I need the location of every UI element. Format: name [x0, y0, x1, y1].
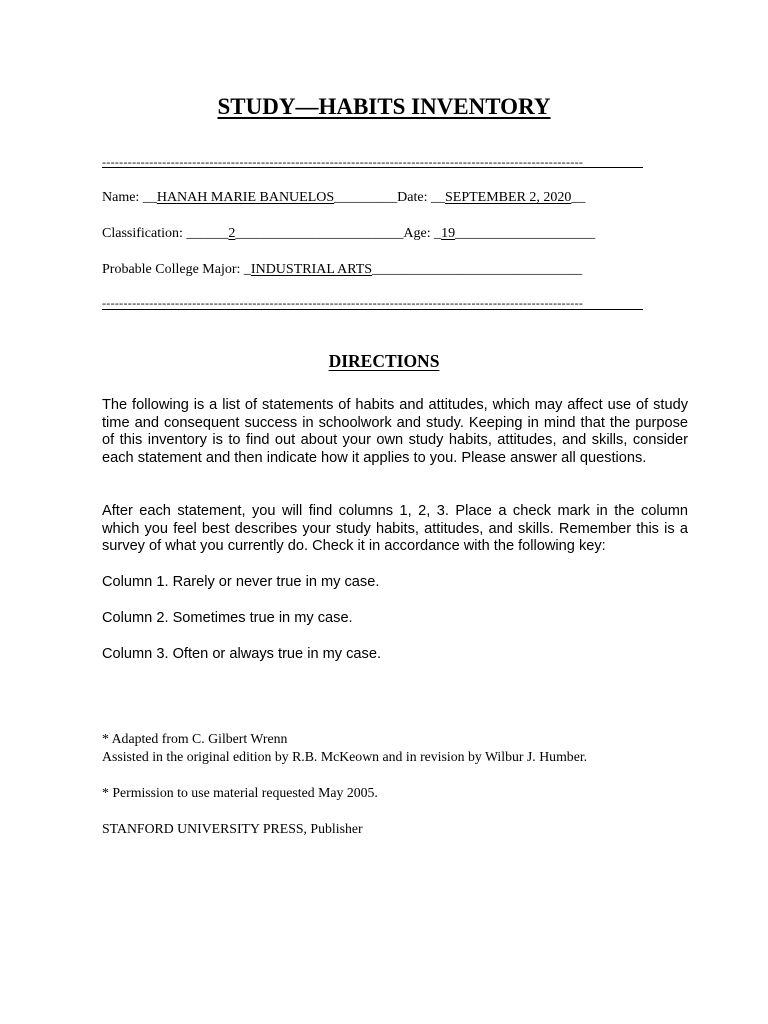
classification-blank-prefix: ______ [186, 226, 229, 241]
date-blank-prefix: __ [431, 190, 445, 205]
name-date-row [102, 189, 585, 207]
name-value: HANAH MARIE BANUELOS [156, 190, 335, 205]
page-title: STUDY—HABITS INVENTORY [217, 94, 551, 119]
age-blank-suffix: _ [455, 226, 463, 241]
footnote-publisher: STANFORD UNIVERSITY PRESS, Publisher [102, 821, 363, 836]
major-blank-prefix: _ [243, 262, 251, 277]
separator-line-bottom: ---------------------------------------------------------------------------------------------------------------- [102, 297, 584, 309]
major-value: INDUSTRIAL ARTS [250, 262, 373, 277]
separator-line-top: ---------------------------------------------------------------------------------------------------------------- [102, 156, 584, 168]
date-label: Date: [397, 190, 431, 205]
name-blank-suffix: _________ [334, 190, 398, 205]
age-value: 19 [441, 226, 456, 241]
separator-rule-top [102, 167, 643, 168]
name-label: Name: [102, 190, 143, 205]
footnote-adapted: * Adapted from C. Gilbert Wrenn [102, 731, 288, 746]
footnote-assisted: Assisted in the original edition by R.B. McKeown and in revision by Wilbur J. Humber. [102, 749, 588, 764]
classification-value: 2 [228, 226, 236, 241]
major-blank-suffix: ________________________ [372, 262, 541, 277]
age-blank-prefix: _ [434, 226, 442, 241]
classification-blank-suffix: ________________________ [235, 226, 404, 241]
classification-label: Classification: [102, 226, 187, 241]
key-column-1: Column 1. Rarely or never true in my case. [102, 574, 380, 590]
directions-heading: DIRECTIONS [328, 351, 440, 371]
major-label: Probable College Major: [102, 262, 244, 277]
major-blank-trailing: ______ [540, 262, 583, 277]
directions-paragraph-2: After each statement, you will find columns 1, 2, 3. Place a check mark in the column which you feel best describes your study habits, attitudes, and skills. Remember this is a survey of what you currently do. Check it in accordance with the following key: [102, 503, 688, 555]
key-column-3: Column 3. Often or always true in my case. [102, 646, 382, 662]
date-value: SEPTEMBER 2, 2020 [445, 190, 572, 205]
age-blank-trailing: ___________________ [462, 226, 596, 241]
age-label: Age: [403, 226, 435, 241]
directions-paragraph-1: The following is a list of statements of habits and attitudes, which may affect use of study time and consequent success in schoolwork and study. Keeping in mind that the purpose of this inventory is to find out about your own study habits, attitudes, and skills, consider each statement and then indicate how it applies to you. Please answer all questions. [102, 397, 688, 466]
date-blank-suffix: __ [571, 190, 586, 205]
key-column-2: Column 2. Sometimes true in my case. [102, 610, 353, 626]
classification-age-row [102, 225, 595, 243]
name-blank-prefix: __ [142, 190, 157, 205]
separator-rule-bottom [102, 309, 643, 310]
footnote-permission: * Permission to use material requested May 2005. [102, 785, 378, 800]
major-row [102, 261, 582, 279]
